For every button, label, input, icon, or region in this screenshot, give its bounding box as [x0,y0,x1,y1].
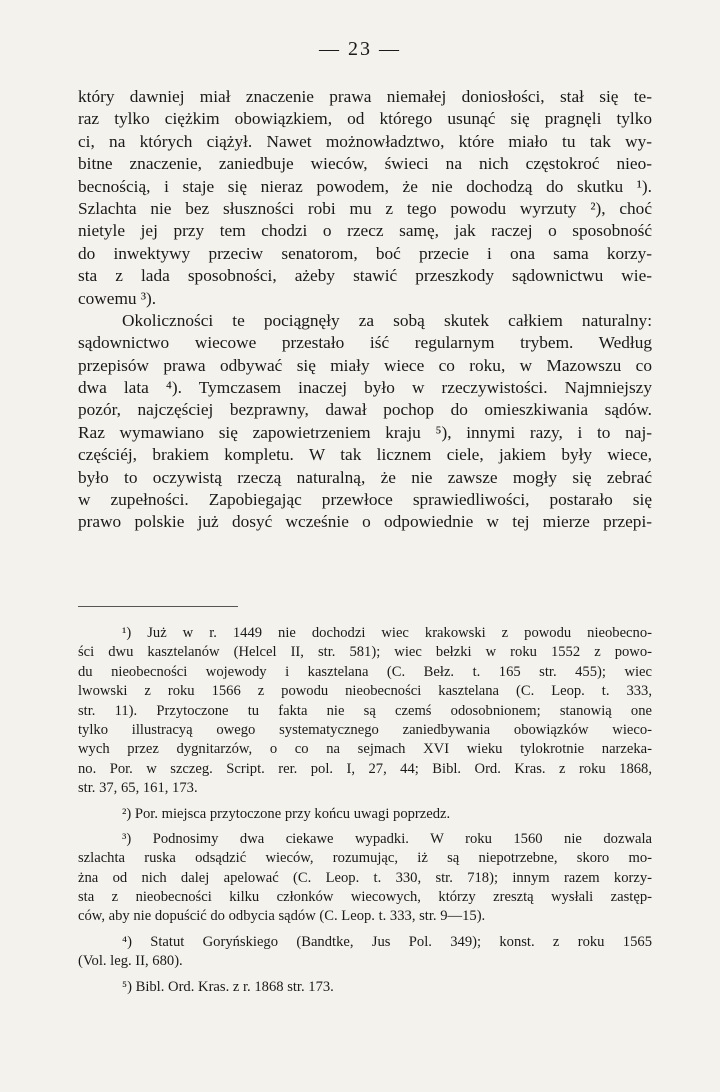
text-line: było to oczywistą rzeczą naturalną, że nie zawsze mogły się zebrać [78,467,652,487]
text-line: do inwektywy przeciw senatorom, boć przecie i ona sama korzy- [78,243,652,263]
paragraph [78,310,652,534]
text-line: częściéj, brakiem kompletu. W tak licznem ciele, jakiem były wiece, [78,445,652,465]
text-line: prawo polskie już dosyć wcześnie o odpowiednie w tej mierze przepi- [78,512,652,532]
text-line: pozór, najczęściej bezprawny, dawał pochop do omieszkiwania sądów. [78,400,652,420]
text-line: cowemu ³). [78,288,157,308]
text-line: sta z lada sposobności, ażeby stawić przeszkody sądownictwu wie- [78,266,652,286]
footnote [78,805,652,824]
footnote [78,978,652,997]
footnote-line: ⁵) Bibl. Ord. Kras. z r. 1868 str. 173. [122,978,334,995]
footnote-line: (Vol. leg. II, 680). [78,953,183,970]
footnote-line: ¹) Już w r. 1449 nie dochodzi wiec krakowski z powodu nieobecno- [122,625,652,641]
footnote-line: ³) Podnosimy dwa ciekawe wypadki. W roku 1560 nie dozwala [122,830,652,847]
footnote [78,624,652,799]
footnote [78,933,652,972]
page-number: — 23 — [319,38,401,60]
text-line: Okoliczności te pociągnęły za sobą skutek całkiem naturalny: [122,310,652,330]
paragraph [78,86,652,310]
text-line: Szlachta nie bez słuszności robi mu z tego powodu wyrzuty ²), choć [78,198,652,218]
text-line: raz tylko ciężkim obowiązkiem, od którego usunąć się pragnęli tylko [78,109,652,129]
footnote-line: lwowski z roku 1566 z powodu nieobecności kasztelana (C. Leop. t. 333, [78,683,652,700]
footnote-line: szlachta ruska odsądzić wieców, rozumując, iż są niepotrzebne, skoro mo- [78,850,652,867]
footnote-line: str. 37, 65, 161, 173. [78,780,198,797]
text-line: bitne znaczenie, zaniedbuje wieców, świeci na nich częstokroć nieo- [78,154,652,174]
footnote-line: du nieobecności wojewody i kasztelana (C. Bełz. t. 165 str. 455); wiec [78,663,652,680]
footnote [78,830,652,927]
text-line: sądownictwo wiecowe przestało iść regularnym trybem. Według [78,333,652,353]
footnote-separator [78,606,238,607]
footnote-line: str. 11). Przytoczone tu fakta nie są czemś odosobnionem; stanowią one [78,702,652,719]
footnotes [78,624,652,997]
footnote-line: żna od nich dalej apelować (C. Leop. t. 330, str. 718); innym razem korzy- [78,869,652,886]
footnote-line: no. Por. w szczeg. Script. rer. pol. I, 27, 44; Bibl. Ord. Kras. z roku 1868, [78,760,652,777]
footnote-line: ści dwu kasztelanów (Helcel II, str. 581); wiec bełzki w roku 1552 z powo- [78,644,652,661]
text-line: becnością, i staje się nieraz powodem, że nie dochodzą do skutku ¹). [78,176,652,196]
footnote-line: sta z nieobecności kilku członków wiecowych, którzy zresztą wysłali zastęp- [78,889,652,906]
text-line: przepisów prawa odbywać się miały wiece co roku, w Mazowszu co [78,355,652,375]
footnote-line: ców, aby nie dopuścić do odbycia sądów (C. Leop. t. 333, str. 9—15). [78,908,486,925]
footnote-line: wych przez dygnitarzów, o co na sejmach XVI wieku tylokrotnie narzeka- [78,741,652,758]
text-line: nietyle jej przy tem chodzi o rzecz samę, jak raczej o sposobność [78,221,652,241]
text-line: w zupełności. Zapobiegając przewłoce sprawiedliwości, postarało się [78,490,652,510]
text-line: ci, na których ciążył. Nawet możnowładztwo, które miało tu tak wy- [78,131,652,151]
text-line: dwa lata ⁴). Tymczasem inaczej było w rzeczywistości. Najmniejszy [78,378,652,398]
footnote-line: ⁴) Statut Goryńskiego (Bandtke, Jus Pol. 349); konst. z roku 1565 [122,933,652,950]
text-line: Raz wymawiano się zapowietrzeniem kraju ⁵), innymi razy, i to naj- [78,422,652,442]
text-line: który dawniej miał znaczenie prawa niemałej doniosłości, stał się te- [78,87,652,106]
main-text [78,86,652,534]
footnote-line: tylko illustracyą owego systematycznego zaniedbywania obowiązków wieco- [78,721,652,738]
footnote-line: ²) Por. miejsca przytoczone przy końcu uwagi poprzedz. [122,805,451,822]
